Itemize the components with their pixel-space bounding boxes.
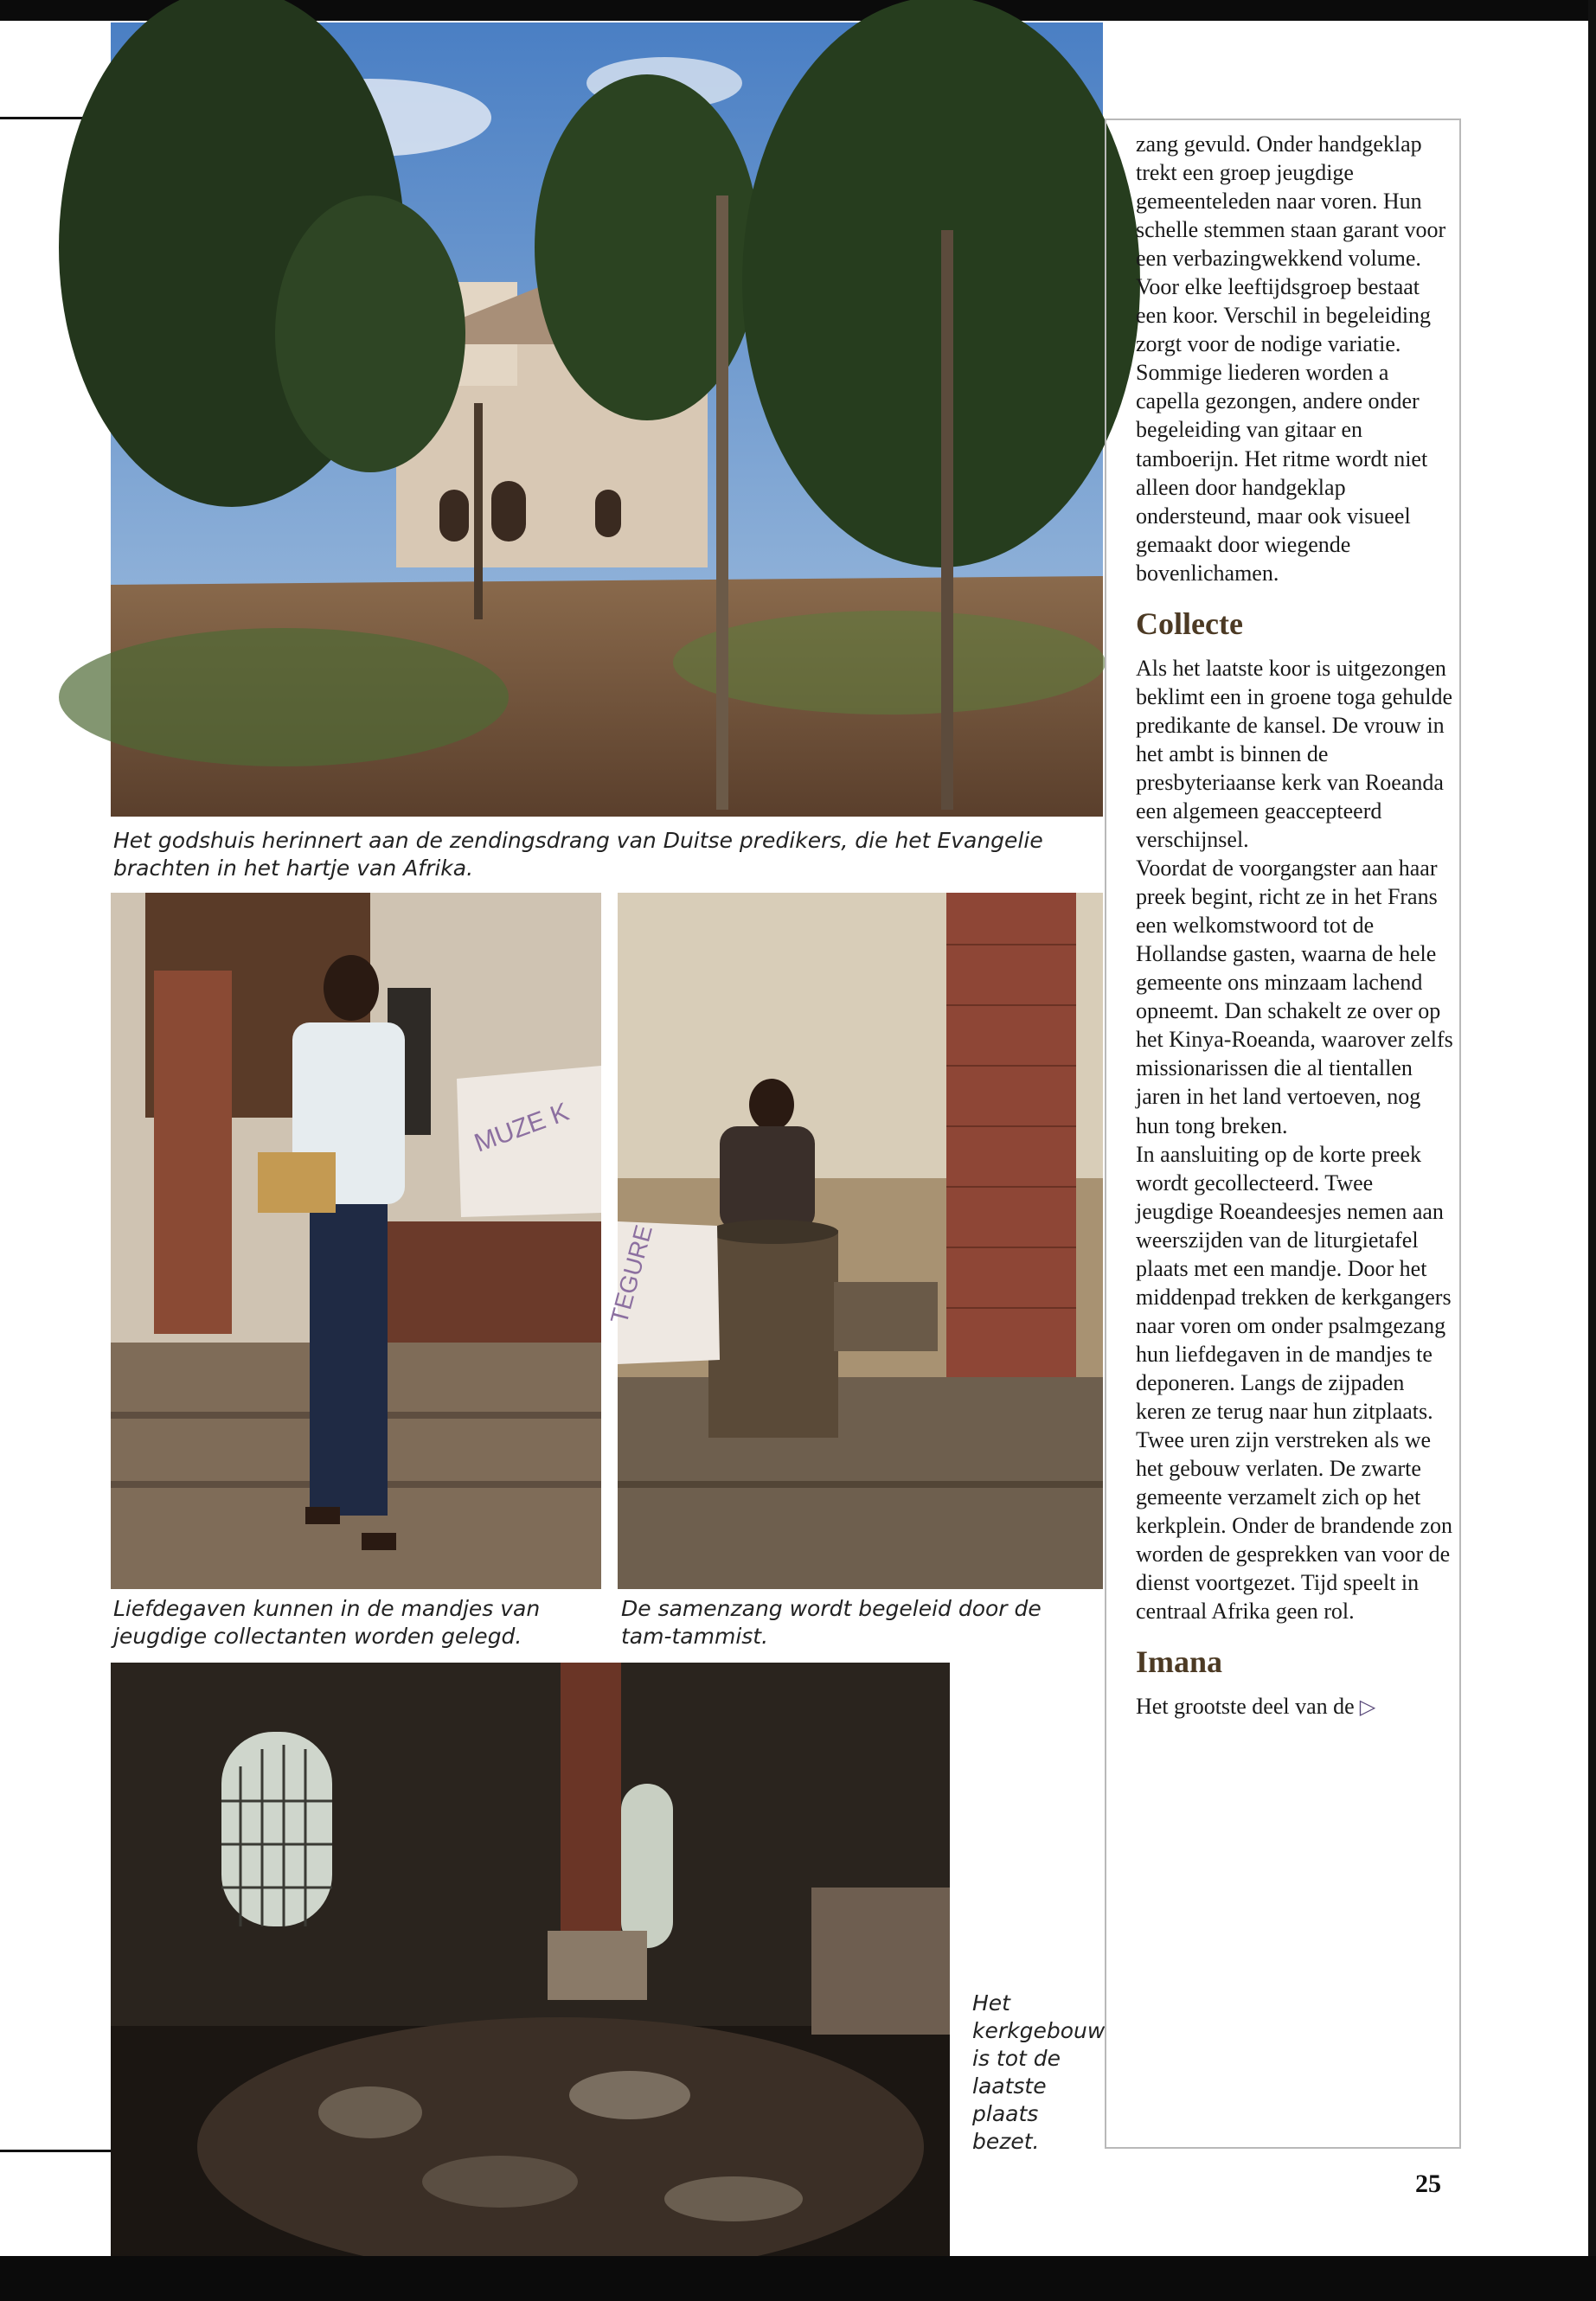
church-exterior-photo	[111, 22, 1103, 817]
collecte-paragraph-1: Als het laatste koor is uitgezongen beklimt een in groene toga gehulde predikante de kansel. De vrouw in het ambt is binnen de presbyteriaanse kerk van Roeanda een algemeen geaccepteerd verschijnsel.	[1136, 655, 1453, 853]
imana-last-line: Het grootste deel van de	[1136, 1694, 1355, 1720]
drummer-photo	[605, 893, 1103, 1589]
drummer-banner-text: TEGURE	[605, 1221, 657, 1327]
page-number: 25	[1415, 2170, 1441, 2198]
collector-photo	[111, 893, 601, 1589]
triangle-right-icon: ▷	[1359, 1696, 1376, 1720]
heading-collecte: Collecte	[1136, 606, 1243, 641]
intro-paragraph-2: Voor elke leeftijdsgroep bestaat een koor. Verschil in begeleiding zorgt voor de nodige variatie. Sommige liederen worden a capella gezongen, andere onder begeleiding van gitaar en tamboerijn. Het ritme wordt niet alleen door handgeklap ondersteund, maar ook visueel gemaakt door wiegende bovenlichamen.	[1136, 274, 1432, 586]
article-column	[1136, 130, 1456, 1722]
church-exterior-caption: Het godshuis herinnert aan de zendingsdrang van Duitse predikers, die het Evangelie brachten in het hartje van Afrika.	[113, 828, 1043, 881]
left-rule-bottom	[0, 2150, 111, 2152]
collecte-paragraph-3: In aansluiting op de korte preek wordt gecollecteerd. Twee jeugdige Roeandeesjes nemen aan weerszijden van de liturgietafel plaats met een mandje. Door het middenpad trekken de kerkgangers naar voren om onder psalmgezang hun liefdegaven in de mandjes te deponeren. Langs de zijpaden keren ze terug naar hun zitplaats.	[1136, 1141, 1452, 1424]
collecte-paragraph-2: Voordat de voorgangster aan haar preek begint, richt ze in het Frans een welkomstwoord tot de Hollandse gasten, waarna de hele gemeente ons minzaam lachend opneemt. Dan schakelt ze over op het Kinya-Roeanda, waarover zelfs missionarissen die al tientallen jaren in het land vertoeven, nog hun tong breken.	[1136, 856, 1453, 1138]
bottom-border	[0, 2256, 1596, 2301]
congregation-caption: Het kerkgebouw is tot de laatste plaats bezet.	[972, 1990, 1106, 2154]
intro-paragraph-1: zang gevuld. Onder handgeklap trekt een groep jeugdige gemeenteleden naar voren. Hun schelle stemmen staan garant voor een verbazingwekkend volume.	[1136, 131, 1446, 272]
collecte-paragraph-4: Twee uren zijn verstreken als we het gebouw verlaten. De zwarte gemeente verzamelt zich op het kerkplein. Onder de brandende zon worden de gesprekken van voor de dienst voortgezet. Tijd speelt in centraal Afrika geen rol.	[1136, 1427, 1453, 1625]
right-border	[1588, 0, 1596, 2301]
congregation-photo	[111, 1663, 950, 2264]
collector-banner-text: MUZE K	[471, 1097, 573, 1158]
imana-paragraph	[1136, 1692, 1456, 1722]
drummer-caption: De samenzang wordt begeleid door de tam-tammist.	[621, 1596, 1042, 1649]
collector-caption: Liefdegaven kunnen in de mandjes van jeugdige collectanten worden gelegd.	[113, 1596, 541, 1649]
heading-imana: Imana	[1136, 1644, 1223, 1680]
